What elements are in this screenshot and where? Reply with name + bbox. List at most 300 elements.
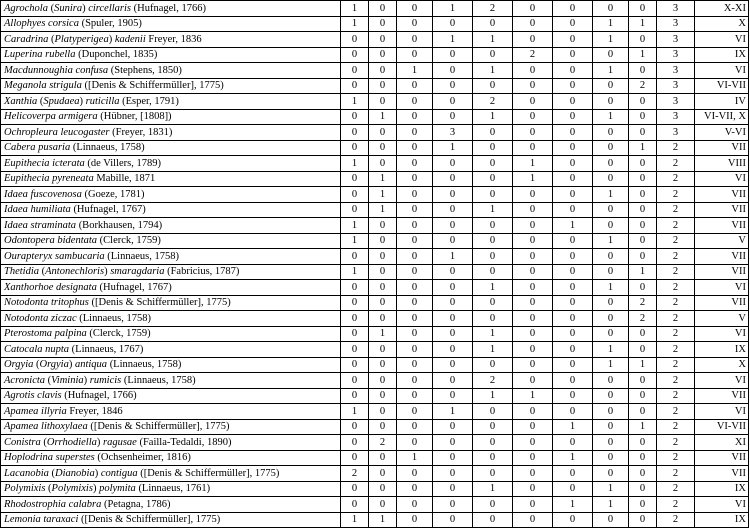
count-cell: 2 bbox=[473, 94, 513, 110]
count-cell: 0 bbox=[473, 78, 513, 94]
species-epithet: lithoxylaea bbox=[41, 421, 88, 433]
genus-name: Idaea bbox=[4, 204, 28, 216]
count-cell: 0 bbox=[593, 311, 629, 327]
genus-name: Idaea bbox=[4, 219, 28, 231]
count-cell: 0 bbox=[593, 435, 629, 451]
count-cell: 0 bbox=[629, 280, 657, 296]
species-cell: Lacanobia (Dianobia) contigua ([Denis & Schiffermüller], 1775) bbox=[1, 466, 341, 482]
total-cell: 2 bbox=[657, 218, 695, 234]
table-row bbox=[1, 233, 749, 249]
count-cell: 1 bbox=[553, 497, 593, 513]
species-author: ([Denis & Schiffermüller], 1775) bbox=[84, 80, 224, 92]
subgenus-name: Polymixis bbox=[51, 483, 93, 495]
count-cell: 1 bbox=[593, 233, 629, 249]
count-cell: 0 bbox=[433, 264, 473, 280]
count-cell: 1 bbox=[473, 342, 513, 358]
species-epithet: superstes bbox=[55, 452, 95, 464]
count-cell: 1 bbox=[473, 202, 513, 218]
months-cell: VII bbox=[695, 187, 749, 203]
species-cell bbox=[1, 156, 341, 172]
count-cell: 0 bbox=[397, 512, 433, 528]
table-row bbox=[1, 63, 749, 79]
species-author: (Clerck, 1759) bbox=[89, 328, 151, 340]
species-author: (Linnaeus, 1758) bbox=[107, 250, 179, 262]
count-cell: 0 bbox=[397, 16, 433, 32]
count-cell: 0 bbox=[593, 125, 629, 141]
count-cell: 0 bbox=[593, 295, 629, 311]
count-cell: 0 bbox=[473, 419, 513, 435]
count-cell: 1 bbox=[433, 249, 473, 265]
months-cell: VII bbox=[695, 295, 749, 311]
count-cell: 0 bbox=[369, 156, 397, 172]
count-cell: 0 bbox=[553, 481, 593, 497]
species-cell bbox=[1, 295, 341, 311]
count-cell: 0 bbox=[369, 78, 397, 94]
count-cell: 0 bbox=[473, 218, 513, 234]
species-epithet: fuscovenosa bbox=[30, 188, 82, 200]
count-cell: 2 bbox=[629, 295, 657, 311]
count-cell: 1 bbox=[629, 47, 657, 63]
count-cell: 0 bbox=[341, 249, 369, 265]
count-cell: 0 bbox=[553, 404, 593, 420]
total-cell: 2 bbox=[657, 466, 695, 482]
count-cell: 0 bbox=[433, 295, 473, 311]
months-cell: X bbox=[695, 16, 749, 32]
total-cell: 2 bbox=[657, 481, 695, 497]
total-cell: 2 bbox=[657, 156, 695, 172]
species-cell bbox=[1, 109, 341, 125]
count-cell: 0 bbox=[341, 373, 369, 389]
species-cell bbox=[1, 171, 341, 187]
count-cell: 0 bbox=[433, 326, 473, 342]
months-cell: V-VI bbox=[695, 125, 749, 141]
table-row bbox=[1, 388, 749, 404]
months-cell: VI-VII bbox=[695, 78, 749, 94]
count-cell: 0 bbox=[629, 466, 657, 482]
total-cell: 2 bbox=[657, 419, 695, 435]
months-cell: VI bbox=[695, 404, 749, 420]
count-cell: 1 bbox=[513, 171, 553, 187]
count-cell: 1 bbox=[397, 63, 433, 79]
species-epithet: straminata bbox=[30, 219, 77, 231]
species-author: ([Denis & Schiffermüller], 1775) bbox=[90, 421, 230, 433]
count-cell: 0 bbox=[553, 156, 593, 172]
count-cell: 0 bbox=[629, 373, 657, 389]
species-cell bbox=[1, 311, 341, 327]
count-cell: 0 bbox=[473, 156, 513, 172]
count-cell: 2 bbox=[473, 1, 513, 17]
species-cell: Acronicta (Viminia) rumicis (Linnaeus, 1758) bbox=[1, 373, 341, 389]
count-cell: 1 bbox=[433, 1, 473, 17]
total-cell: 2 bbox=[657, 202, 695, 218]
species-epithet: nupta bbox=[45, 343, 70, 355]
count-cell: 1 bbox=[629, 357, 657, 373]
genus-name: Idaea bbox=[4, 188, 28, 200]
count-cell: 0 bbox=[433, 450, 473, 466]
count-cell: 0 bbox=[397, 481, 433, 497]
table-row bbox=[1, 125, 749, 141]
count-cell: 0 bbox=[593, 512, 629, 528]
count-cell: 0 bbox=[369, 94, 397, 110]
species-epithet: pyreneata bbox=[52, 173, 94, 185]
total-cell: 2 bbox=[657, 171, 695, 187]
count-cell: 0 bbox=[433, 373, 473, 389]
count-cell: 0 bbox=[473, 140, 513, 156]
count-cell: 0 bbox=[473, 497, 513, 513]
months-cell: X bbox=[695, 357, 749, 373]
count-cell: 0 bbox=[341, 295, 369, 311]
table-row bbox=[1, 249, 749, 265]
species-cell bbox=[1, 202, 341, 218]
count-cell: 0 bbox=[593, 140, 629, 156]
species-author: (Fabricius, 1787) bbox=[167, 266, 240, 278]
count-cell: 1 bbox=[593, 109, 629, 125]
genus-name: Helicoverpa bbox=[4, 111, 56, 123]
count-cell: 0 bbox=[593, 450, 629, 466]
count-cell: 0 bbox=[369, 481, 397, 497]
months-cell: VII bbox=[695, 249, 749, 265]
months-cell: VII bbox=[695, 450, 749, 466]
genus-name: Luperina bbox=[4, 49, 43, 61]
count-cell: 0 bbox=[593, 264, 629, 280]
count-cell: 0 bbox=[397, 326, 433, 342]
species-epithet: corsica bbox=[48, 18, 79, 30]
species-cell: Orgyia (Orgyia) antiqua (Linnaeus, 1758) bbox=[1, 357, 341, 373]
count-cell: 0 bbox=[553, 171, 593, 187]
count-cell: 0 bbox=[341, 32, 369, 48]
count-cell: 0 bbox=[513, 233, 553, 249]
count-cell: 0 bbox=[513, 109, 553, 125]
subgenus-name: Dianobia bbox=[55, 467, 95, 479]
count-cell: 1 bbox=[341, 94, 369, 110]
count-cell: 0 bbox=[369, 249, 397, 265]
months-cell: VI bbox=[695, 497, 749, 513]
table-row bbox=[1, 16, 749, 32]
count-cell: 0 bbox=[433, 435, 473, 451]
count-cell: 1 bbox=[369, 171, 397, 187]
count-cell: 0 bbox=[553, 63, 593, 79]
months-cell: VII bbox=[695, 466, 749, 482]
count-cell: 2 bbox=[369, 435, 397, 451]
count-cell: 0 bbox=[397, 280, 433, 296]
count-cell: 1 bbox=[629, 419, 657, 435]
table-row bbox=[1, 326, 749, 342]
count-cell: 0 bbox=[473, 233, 513, 249]
count-cell: 0 bbox=[593, 218, 629, 234]
count-cell: 0 bbox=[341, 450, 369, 466]
species-epithet: palpina bbox=[54, 328, 87, 340]
count-cell: 0 bbox=[369, 233, 397, 249]
count-cell: 1 bbox=[473, 481, 513, 497]
count-cell: 0 bbox=[369, 125, 397, 141]
count-cell: 0 bbox=[553, 202, 593, 218]
count-cell: 0 bbox=[433, 481, 473, 497]
count-cell: 0 bbox=[473, 404, 513, 420]
table-row bbox=[1, 202, 749, 218]
count-cell: 1 bbox=[593, 497, 629, 513]
species-author: (Linnaeus, 1758) bbox=[79, 312, 151, 324]
total-cell: 2 bbox=[657, 326, 695, 342]
count-cell: 0 bbox=[513, 1, 553, 17]
species-author: (Hufnagel, 1767) bbox=[99, 281, 172, 293]
count-cell: 0 bbox=[513, 466, 553, 482]
total-cell: 3 bbox=[657, 63, 695, 79]
table-row bbox=[1, 450, 749, 466]
count-cell: 0 bbox=[473, 187, 513, 203]
count-cell: 0 bbox=[433, 94, 473, 110]
count-cell: 0 bbox=[397, 388, 433, 404]
species-author: (Linnaeus, 1767) bbox=[71, 343, 144, 355]
count-cell: 0 bbox=[397, 156, 433, 172]
species-cell bbox=[1, 450, 341, 466]
count-cell: 1 bbox=[473, 280, 513, 296]
count-cell: 1 bbox=[473, 63, 513, 79]
months-cell: VI-VII, X bbox=[695, 109, 749, 125]
count-cell: 1 bbox=[341, 512, 369, 528]
total-cell: 3 bbox=[657, 32, 695, 48]
species-author: ([Denis & Schiffermüller], 1775) bbox=[91, 297, 231, 309]
count-cell: 0 bbox=[553, 357, 593, 373]
count-cell: 2 bbox=[629, 78, 657, 94]
count-cell: 0 bbox=[397, 78, 433, 94]
count-cell: 0 bbox=[397, 202, 433, 218]
genus-name: Pterostoma bbox=[4, 328, 53, 340]
count-cell: 0 bbox=[473, 311, 513, 327]
months-cell: V bbox=[695, 233, 749, 249]
genus-name: Orgyia bbox=[4, 359, 34, 371]
species-cell: Polymixis (Polymixis) polymita (Linnaeus, 1761) bbox=[1, 481, 341, 497]
count-cell: 0 bbox=[397, 373, 433, 389]
count-cell: 0 bbox=[397, 295, 433, 311]
count-cell: 0 bbox=[513, 94, 553, 110]
count-cell: 1 bbox=[369, 109, 397, 125]
count-cell: 0 bbox=[629, 32, 657, 48]
count-cell: 1 bbox=[473, 388, 513, 404]
count-cell: 0 bbox=[629, 202, 657, 218]
count-cell: 0 bbox=[397, 218, 433, 234]
count-cell: 0 bbox=[513, 373, 553, 389]
table-row bbox=[1, 109, 749, 125]
count-cell: 0 bbox=[629, 512, 657, 528]
count-cell: 2 bbox=[341, 466, 369, 482]
genus-name: Cabera bbox=[4, 142, 36, 154]
species-epithet: taraxaci bbox=[43, 514, 79, 526]
count-cell: 0 bbox=[397, 264, 433, 280]
total-cell: 2 bbox=[657, 512, 695, 528]
count-cell: 0 bbox=[433, 187, 473, 203]
count-cell: 0 bbox=[341, 388, 369, 404]
count-cell: 0 bbox=[553, 295, 593, 311]
count-cell: 0 bbox=[397, 125, 433, 141]
count-cell: 0 bbox=[629, 435, 657, 451]
count-cell: 0 bbox=[433, 466, 473, 482]
count-cell: 1 bbox=[433, 32, 473, 48]
species-epithet: tritophus bbox=[50, 297, 89, 309]
count-cell: 0 bbox=[513, 512, 553, 528]
count-cell: 0 bbox=[513, 63, 553, 79]
count-cell: 0 bbox=[433, 311, 473, 327]
species-author: (Hufnagel, 1767) bbox=[73, 204, 146, 216]
species-epithet: illyria bbox=[41, 405, 67, 417]
count-cell: 0 bbox=[513, 187, 553, 203]
count-cell: 0 bbox=[593, 1, 629, 17]
count-cell: 1 bbox=[473, 32, 513, 48]
total-cell: 2 bbox=[657, 388, 695, 404]
count-cell: 0 bbox=[473, 512, 513, 528]
count-cell: 0 bbox=[341, 419, 369, 435]
count-cell: 0 bbox=[369, 404, 397, 420]
count-cell: 0 bbox=[513, 249, 553, 265]
count-cell: 0 bbox=[593, 78, 629, 94]
count-cell: 0 bbox=[513, 264, 553, 280]
count-cell: 0 bbox=[629, 404, 657, 420]
total-cell: 2 bbox=[657, 264, 695, 280]
count-cell: 0 bbox=[513, 404, 553, 420]
count-cell: 0 bbox=[553, 109, 593, 125]
species-epithet: ziczac bbox=[50, 312, 77, 324]
species-epithet: confusa bbox=[75, 64, 109, 76]
species-author: (Ochsenheimer, 1816) bbox=[97, 452, 191, 464]
species-cell bbox=[1, 388, 341, 404]
species-author: ([Denis & Schiffermüller], 1775) bbox=[140, 467, 280, 479]
species-cell bbox=[1, 419, 341, 435]
count-cell: 0 bbox=[433, 419, 473, 435]
count-cell: 0 bbox=[629, 450, 657, 466]
table-row bbox=[1, 94, 749, 110]
table-row bbox=[1, 218, 749, 234]
count-cell: 0 bbox=[397, 342, 433, 358]
species-epithet: ragusae bbox=[103, 436, 137, 448]
count-cell: 0 bbox=[629, 1, 657, 17]
months-cell: IX bbox=[695, 481, 749, 497]
count-cell: 0 bbox=[433, 357, 473, 373]
count-cell: 0 bbox=[553, 512, 593, 528]
count-cell: 1 bbox=[553, 218, 593, 234]
months-cell: VI bbox=[695, 171, 749, 187]
species-cell bbox=[1, 326, 341, 342]
count-cell: 0 bbox=[397, 47, 433, 63]
species-cell bbox=[1, 187, 341, 203]
count-cell: 0 bbox=[513, 419, 553, 435]
genus-name: Apamea bbox=[4, 405, 39, 417]
count-cell: 0 bbox=[397, 249, 433, 265]
count-cell: 0 bbox=[433, 233, 473, 249]
table-row bbox=[1, 156, 749, 172]
count-cell: 0 bbox=[629, 63, 657, 79]
count-cell: 0 bbox=[593, 249, 629, 265]
count-cell: 1 bbox=[369, 187, 397, 203]
count-cell: 0 bbox=[433, 280, 473, 296]
genus-name: Lemonia bbox=[4, 514, 41, 526]
count-cell: 1 bbox=[341, 1, 369, 17]
total-cell: 3 bbox=[657, 47, 695, 63]
count-cell: 0 bbox=[341, 435, 369, 451]
count-cell: 0 bbox=[397, 404, 433, 420]
count-cell: 1 bbox=[593, 63, 629, 79]
count-cell: 0 bbox=[397, 187, 433, 203]
count-cell: 0 bbox=[553, 94, 593, 110]
count-cell: 0 bbox=[473, 264, 513, 280]
species-epithet: armigera bbox=[58, 111, 98, 123]
count-cell: 0 bbox=[473, 295, 513, 311]
species-author: (Hufnagel, 1766) bbox=[64, 390, 137, 402]
count-cell: 0 bbox=[553, 47, 593, 63]
total-cell: 2 bbox=[657, 450, 695, 466]
total-cell: 3 bbox=[657, 109, 695, 125]
count-cell: 0 bbox=[629, 326, 657, 342]
genus-name: Polymixis bbox=[4, 483, 46, 495]
count-cell: 0 bbox=[593, 326, 629, 342]
count-cell: 0 bbox=[513, 125, 553, 141]
count-cell: 0 bbox=[593, 156, 629, 172]
count-cell: 0 bbox=[397, 171, 433, 187]
species-epithet: ruticilla bbox=[85, 95, 120, 107]
genus-name: Conistra bbox=[4, 436, 41, 448]
months-cell: VI bbox=[695, 32, 749, 48]
species-cell bbox=[1, 47, 341, 63]
species-author: (Linnaeus, 1761) bbox=[138, 483, 211, 495]
count-cell: 0 bbox=[369, 450, 397, 466]
species-cell bbox=[1, 218, 341, 234]
total-cell: 2 bbox=[657, 249, 695, 265]
table-row bbox=[1, 419, 749, 435]
species-epithet: rumicis bbox=[89, 374, 122, 386]
count-cell: 0 bbox=[593, 466, 629, 482]
count-cell: 0 bbox=[553, 466, 593, 482]
species-author: Freyer, 1836 bbox=[148, 33, 202, 45]
genus-name: Odontopera bbox=[4, 235, 55, 247]
genus-name: Hoplodrina bbox=[4, 452, 54, 464]
count-cell: 0 bbox=[513, 435, 553, 451]
count-cell: 0 bbox=[513, 342, 553, 358]
count-cell: 0 bbox=[553, 373, 593, 389]
total-cell: 3 bbox=[657, 125, 695, 141]
count-cell: 0 bbox=[341, 342, 369, 358]
count-cell: 2 bbox=[473, 373, 513, 389]
count-cell: 0 bbox=[369, 295, 397, 311]
count-cell: 0 bbox=[629, 342, 657, 358]
months-cell: IX bbox=[695, 342, 749, 358]
count-cell: 0 bbox=[433, 497, 473, 513]
species-epithet: pusaria bbox=[38, 142, 71, 154]
table-row bbox=[1, 171, 749, 187]
genus-name: Xanthia bbox=[4, 95, 38, 107]
count-cell: 0 bbox=[629, 233, 657, 249]
genus-name: Allophyes bbox=[4, 18, 46, 30]
genus-name: Agrotis bbox=[4, 390, 35, 402]
count-cell: 0 bbox=[553, 435, 593, 451]
count-cell: 0 bbox=[397, 466, 433, 482]
total-cell: 2 bbox=[657, 140, 695, 156]
count-cell: 0 bbox=[629, 481, 657, 497]
count-cell: 0 bbox=[629, 218, 657, 234]
species-author: ([Denis & Schiffermüller], 1775) bbox=[81, 514, 221, 526]
total-cell: 3 bbox=[657, 94, 695, 110]
count-cell: 0 bbox=[369, 218, 397, 234]
species-author: (Borkhausen, 1794) bbox=[78, 219, 163, 231]
count-cell: 1 bbox=[473, 109, 513, 125]
count-cell: 0 bbox=[513, 16, 553, 32]
count-cell: 0 bbox=[513, 311, 553, 327]
subgenus-name: Orrhodiella bbox=[46, 436, 97, 448]
count-cell: 0 bbox=[629, 249, 657, 265]
count-cell: 1 bbox=[593, 280, 629, 296]
count-cell: 0 bbox=[341, 125, 369, 141]
species-cell: Caradrina (Platyperigea) kadenii Freyer, 1836 bbox=[1, 32, 341, 48]
count-cell: 0 bbox=[553, 280, 593, 296]
count-cell: 0 bbox=[513, 481, 553, 497]
species-cell bbox=[1, 404, 341, 420]
